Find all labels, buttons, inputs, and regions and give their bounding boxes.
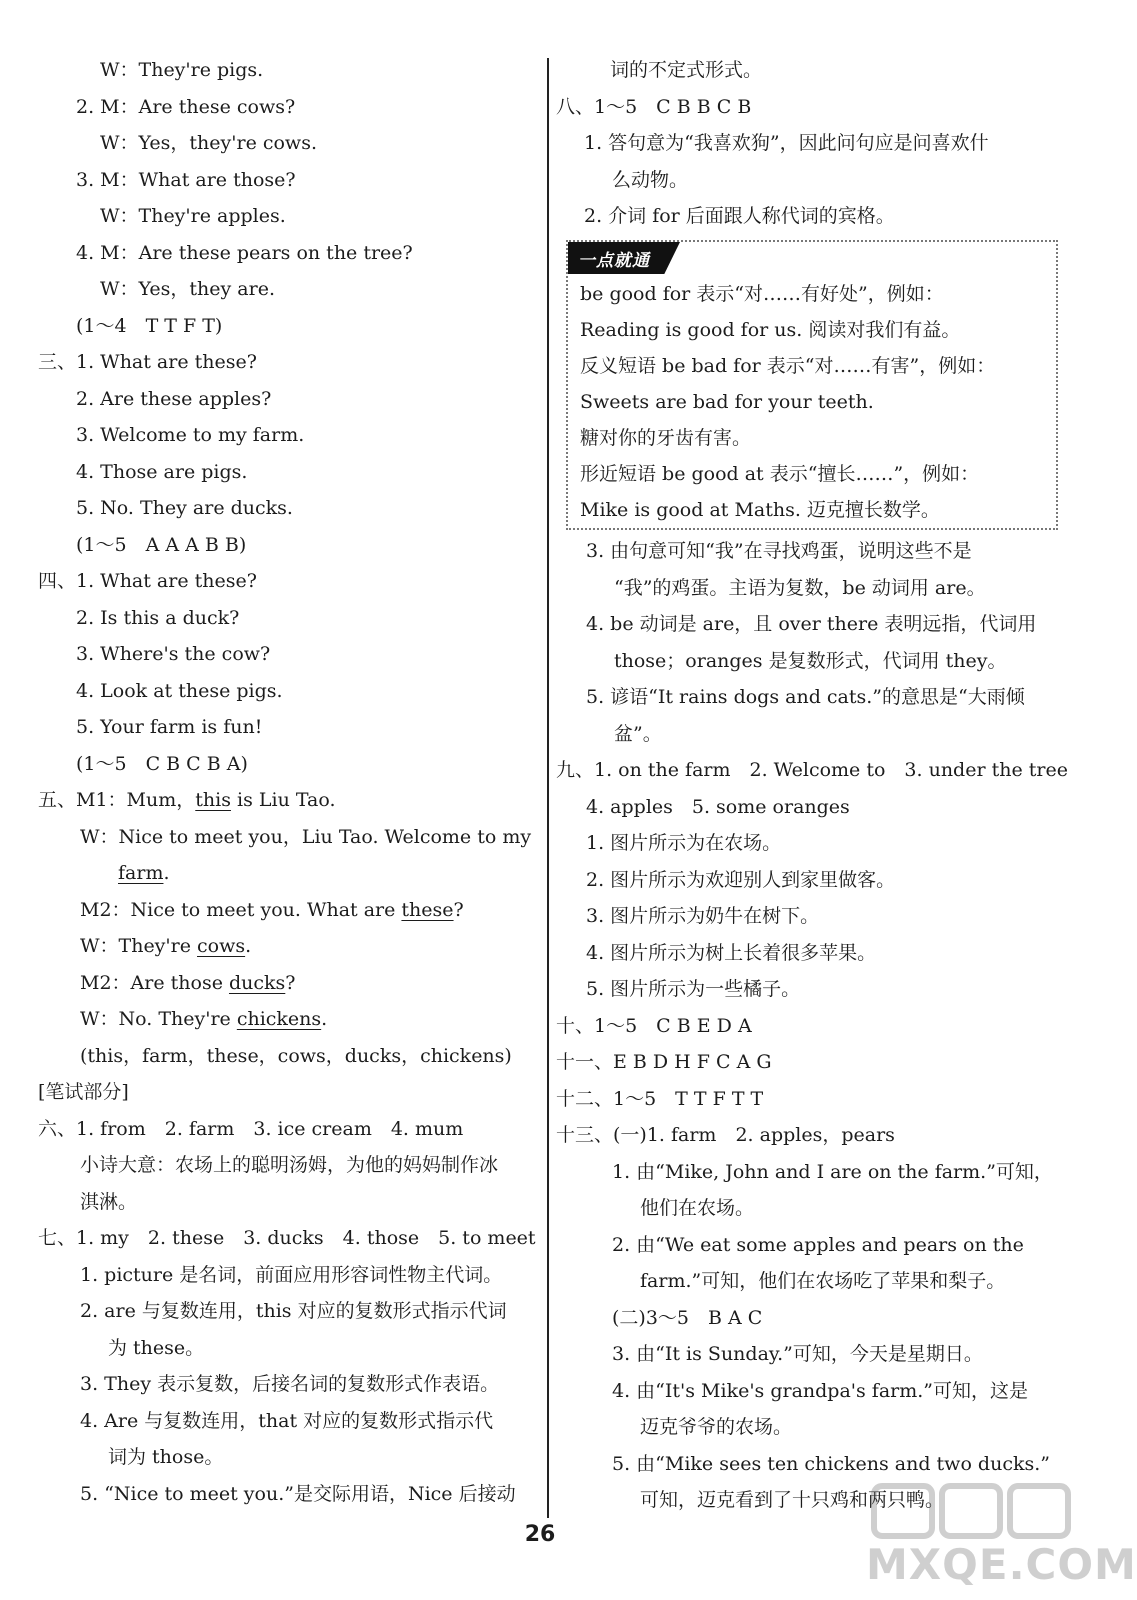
right-column-top — [556, 52, 1076, 235]
left-line: 5. Your farm is fun! — [76, 716, 263, 738]
filled-answer: farm — [118, 862, 164, 884]
right-bottom-line: 盆”。 — [614, 722, 662, 745]
right-bottom-line: 可知，迈克看到了十只鸡和两只鸭。 — [640, 1489, 945, 1511]
tip-line: Sweets are bad for your teeth. — [580, 391, 874, 413]
left-line: 六、1. from 2. farm 3. ice cream 4. mum — [38, 1117, 464, 1140]
left-line: 词为 those。 — [108, 1446, 224, 1468]
right-bottom-line: 4. 由“It's Mike's grandpa's farm.”可知，这是 — [612, 1379, 1029, 1402]
right-bottom-line: 十三、(一)1. farm 2. apples，pears — [556, 1124, 895, 1146]
tip-line: Reading is good for us. 阅读对我们有益。 — [580, 319, 961, 341]
left-line: 小诗大意：农场上的聪明汤姆，为他的妈妈制作冰 — [80, 1154, 499, 1176]
right-bottom-line: 九、1. on the farm 2. Welcome to 3. under the tree — [556, 759, 1068, 781]
right-bottom-line: 十二、1～5 T T F T T — [556, 1087, 764, 1110]
left-line: W：Nice to meet you，Liu Tao. Welcome to my — [80, 825, 532, 848]
left-line: 4. M：Are these pears on the tree? — [76, 241, 413, 264]
tip-line: be good for 表示“对……有好处”，例如： — [580, 283, 944, 305]
right-bottom-line: 5. 由“Mike sees ten chickens and two ducks.” — [612, 1452, 1050, 1475]
left-line: 2. Is this a duck? — [76, 606, 240, 629]
left-line: 2. M：Are these cows? — [76, 95, 296, 118]
left-line: 2. Are these apples? — [76, 387, 272, 410]
left-line: (1～5 A A A B B) — [76, 533, 247, 556]
left-line: 3. Welcome to my farm. — [76, 424, 305, 446]
tip-lines — [580, 276, 995, 528]
tip-badge-label: 一点就通 — [578, 251, 650, 271]
filled-answer: this — [195, 789, 231, 811]
right-bottom-line: 他们在农场。 — [640, 1197, 755, 1219]
right-bottom-line: 1. 图片所示为在农场。 — [586, 832, 782, 854]
left-line: 4. Look at these pigs. — [76, 679, 283, 702]
filled-answer: ducks — [228, 971, 286, 994]
left-line: 七、1. my 2. these 3. ducks 4. those 5. to meet — [38, 1227, 536, 1249]
right-bottom-line: 3. 由“It is Sunday.”可知，今天是星期日。 — [612, 1343, 983, 1365]
right-bottom-line: 十、1～5 C B E D A — [556, 1014, 752, 1037]
left-line: (1～5 C B C B A) — [76, 752, 248, 775]
right-bottom-line: 迈克爷爷的农场。 — [640, 1416, 793, 1438]
tip-line: 形近短语 be good at 表示“擅长……”，例如： — [580, 463, 980, 485]
right-bottom-line: (二)3～5 B A C — [612, 1306, 763, 1329]
right-bottom-line: “我”的鸡蛋。主语为复数，be 动词用 are。 — [614, 576, 986, 599]
left-line: 3. M：What are those? — [76, 168, 296, 191]
watermark-text: MXQE.COM — [866, 1540, 1137, 1589]
right-top-line: 1. 答句意为“我喜欢狗”，因此问句应是问喜欢什 — [584, 132, 989, 154]
right-bottom-line: 5. 图片所示为一些橘子。 — [586, 978, 801, 1000]
left-line: (1～4 T T F T) — [76, 314, 223, 337]
left-line: 5. “Nice to meet you.”是交际用语，Nice 后接动 — [80, 1482, 516, 1505]
left-line: 为 these。 — [108, 1336, 205, 1359]
left-line: 3. They 表示复数，后接名词的复数形式作表语。 — [80, 1373, 500, 1395]
filled-answer: these — [401, 898, 454, 921]
tip-line: 反义短语 be bad for 表示“对……有害”，例如： — [580, 355, 996, 377]
right-bottom-line: 2. 图片所示为欢迎别人到家里做客。 — [586, 868, 896, 891]
left-line: 4. Are 与复数连用，that 对应的复数形式指示代 — [80, 1409, 494, 1432]
page-number: 26 — [524, 1522, 556, 1547]
left-line: 3. Where's the cow? — [76, 643, 271, 665]
right-top-line: 词的不定式形式。 — [610, 59, 763, 81]
left-line: 4. Those are pigs. — [76, 460, 248, 483]
left-line: 五、M1：Mum，this is Liu Tao. — [38, 789, 336, 811]
left-line: W：They're cows. — [80, 935, 252, 957]
left-line: 四、1. What are these? — [38, 570, 257, 592]
right-top-line: 么动物。 — [612, 168, 689, 191]
right-bottom-line: 十一、E B D H F C A G — [556, 1051, 772, 1073]
left-line: farm. — [118, 862, 170, 884]
right-bottom-line: 4. be 动词是 are，且 over there 表明远指，代词用 — [586, 613, 1037, 635]
tip-line: Mike is good at Maths. 迈克擅长数学。 — [580, 499, 940, 521]
left-column — [0, 52, 548, 1512]
right-bottom-line: 3. 图片所示为奶牛在树下。 — [586, 905, 820, 927]
filled-answer: cows — [197, 935, 246, 957]
left-line: W：They're apples. — [100, 205, 286, 227]
right-column-bottom — [556, 533, 1076, 1519]
left-line: W：Yes，they are. — [100, 278, 275, 300]
left-line: W：Yes，they're cows. — [100, 132, 317, 154]
left-line: W：No. They're chickens. — [80, 1008, 328, 1030]
left-line: (this，farm，these，cows，ducks，chickens) — [80, 1044, 512, 1067]
tip-box — [566, 240, 1058, 530]
left-line: W：They're pigs. — [100, 59, 264, 81]
right-bottom-line: 2. 由“We eat some apples and pears on the — [612, 1233, 1024, 1256]
right-bottom-line: 3. 由句意可知“我”在寻找鸡蛋，说明这些不是 — [586, 540, 972, 562]
left-line: M2：Are those ducks? — [80, 971, 296, 994]
right-bottom-line: those；oranges 是复数形式，代词用 they。 — [614, 649, 1007, 672]
left-line: 2. are 与复数连用，this 对应的复数形式指示代词 — [80, 1300, 507, 1322]
right-top-line: 八、1～5 C B B C B — [556, 95, 752, 118]
right-bottom-line: 4. 图片所示为树上长着很多苹果。 — [586, 941, 877, 964]
filled-answer: chickens — [236, 1008, 322, 1030]
watermark-logo — [866, 1480, 1137, 1598]
right-bottom-line: farm.”可知，他们在农场吃了苹果和梨子。 — [640, 1270, 1006, 1292]
left-line: M2：Nice to meet you. What are these? — [80, 898, 464, 921]
tip-line: 糖对你的牙齿有害。 — [580, 427, 752, 449]
right-bottom-line: 5. 谚语“It rains dogs and cats.”的意思是“大雨倾 — [586, 686, 1025, 708]
left-line: 5. No. They are ducks. — [76, 497, 293, 519]
right-top-line: 2. 介词 for 后面跟人称代词的宾格。 — [584, 205, 895, 227]
left-line: 1. picture 是名词，前面应用形容词性物主代词。 — [80, 1263, 503, 1286]
left-line: [笔试部分] — [38, 1081, 129, 1103]
right-bottom-line: 1. 由“Mike, John and I are on the farm.”可知， — [612, 1160, 1053, 1183]
right-bottom-line: 4. apples 5. some oranges — [586, 795, 850, 818]
left-line: 三、1. What are these? — [38, 351, 257, 373]
left-line: 淇淋。 — [80, 1190, 138, 1213]
